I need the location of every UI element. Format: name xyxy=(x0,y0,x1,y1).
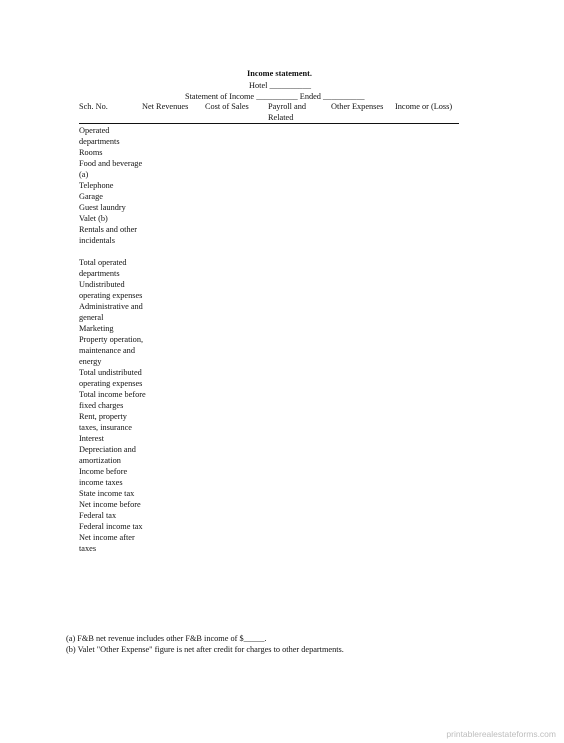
row-operated-departments: Operated departments xyxy=(79,126,120,146)
row-rent-property-taxes: Rent, property taxes, insurance xyxy=(79,412,132,432)
statement-line: Statement of Income __________ Ended __________ xyxy=(185,92,365,101)
column-header-payroll: Payroll and xyxy=(268,102,307,111)
column-header-sch-no: Sch. No. xyxy=(79,102,108,111)
row-marketing: Marketing xyxy=(79,324,114,333)
row-net-income-before-federal: Net income before Federal tax xyxy=(79,500,141,520)
column-header-other-expenses: Other Expenses xyxy=(331,102,384,111)
row-interest: Interest xyxy=(79,434,104,443)
row-telephone: Telephone xyxy=(79,181,114,190)
row-state-income-tax: State income tax xyxy=(79,489,135,498)
note-a: (a) F&B net revenue includes other F&B income of $_____. xyxy=(66,634,267,643)
header-rule xyxy=(79,123,459,124)
column-header-income-loss: Income or (Loss) xyxy=(395,102,453,111)
row-depreciation: Depreciation and amortization xyxy=(79,445,136,465)
note-b: (b) Valet "Other Expense" figure is net after credit for charges to other departments. xyxy=(66,645,344,654)
document-title: Income statement. xyxy=(247,69,312,78)
row-food-and-beverage: Food and beverage (a) xyxy=(79,159,143,179)
column-header-cost-of-sales: Cost of Sales xyxy=(205,102,249,111)
row-total-undistributed: Total undistributed operating expenses xyxy=(79,368,143,388)
row-rentals: Rentals and other incidentals xyxy=(79,225,138,245)
row-undistributed-expenses: Undistributed operating expenses xyxy=(79,280,143,300)
row-income-before-taxes: Income before income taxes xyxy=(79,467,128,487)
row-administrative-general: Administrative and general xyxy=(79,302,143,322)
row-property-operation: Property operation, maintenance and energy xyxy=(79,335,144,366)
row-total-income-before-fixed: Total income before fixed charges xyxy=(79,390,146,410)
row-federal-income-tax: Federal income tax xyxy=(79,522,143,531)
row-net-income-after-taxes: Net income after taxes xyxy=(79,533,135,553)
column-header-net-revenues: Net Revenues xyxy=(142,102,189,111)
row-total-operated-departments: Total operated departments xyxy=(79,258,127,278)
column-header-payroll-related: Related xyxy=(268,113,294,122)
hotel-line: Hotel __________ xyxy=(249,81,311,90)
row-guest-laundry: Guest laundry xyxy=(79,203,126,212)
line-items xyxy=(79,125,159,554)
watermark-text: printablerealestateforms.com xyxy=(446,729,556,739)
row-valet: Valet (b) xyxy=(79,214,108,223)
row-rooms: Rooms xyxy=(79,148,103,157)
row-garage: Garage xyxy=(79,192,103,201)
